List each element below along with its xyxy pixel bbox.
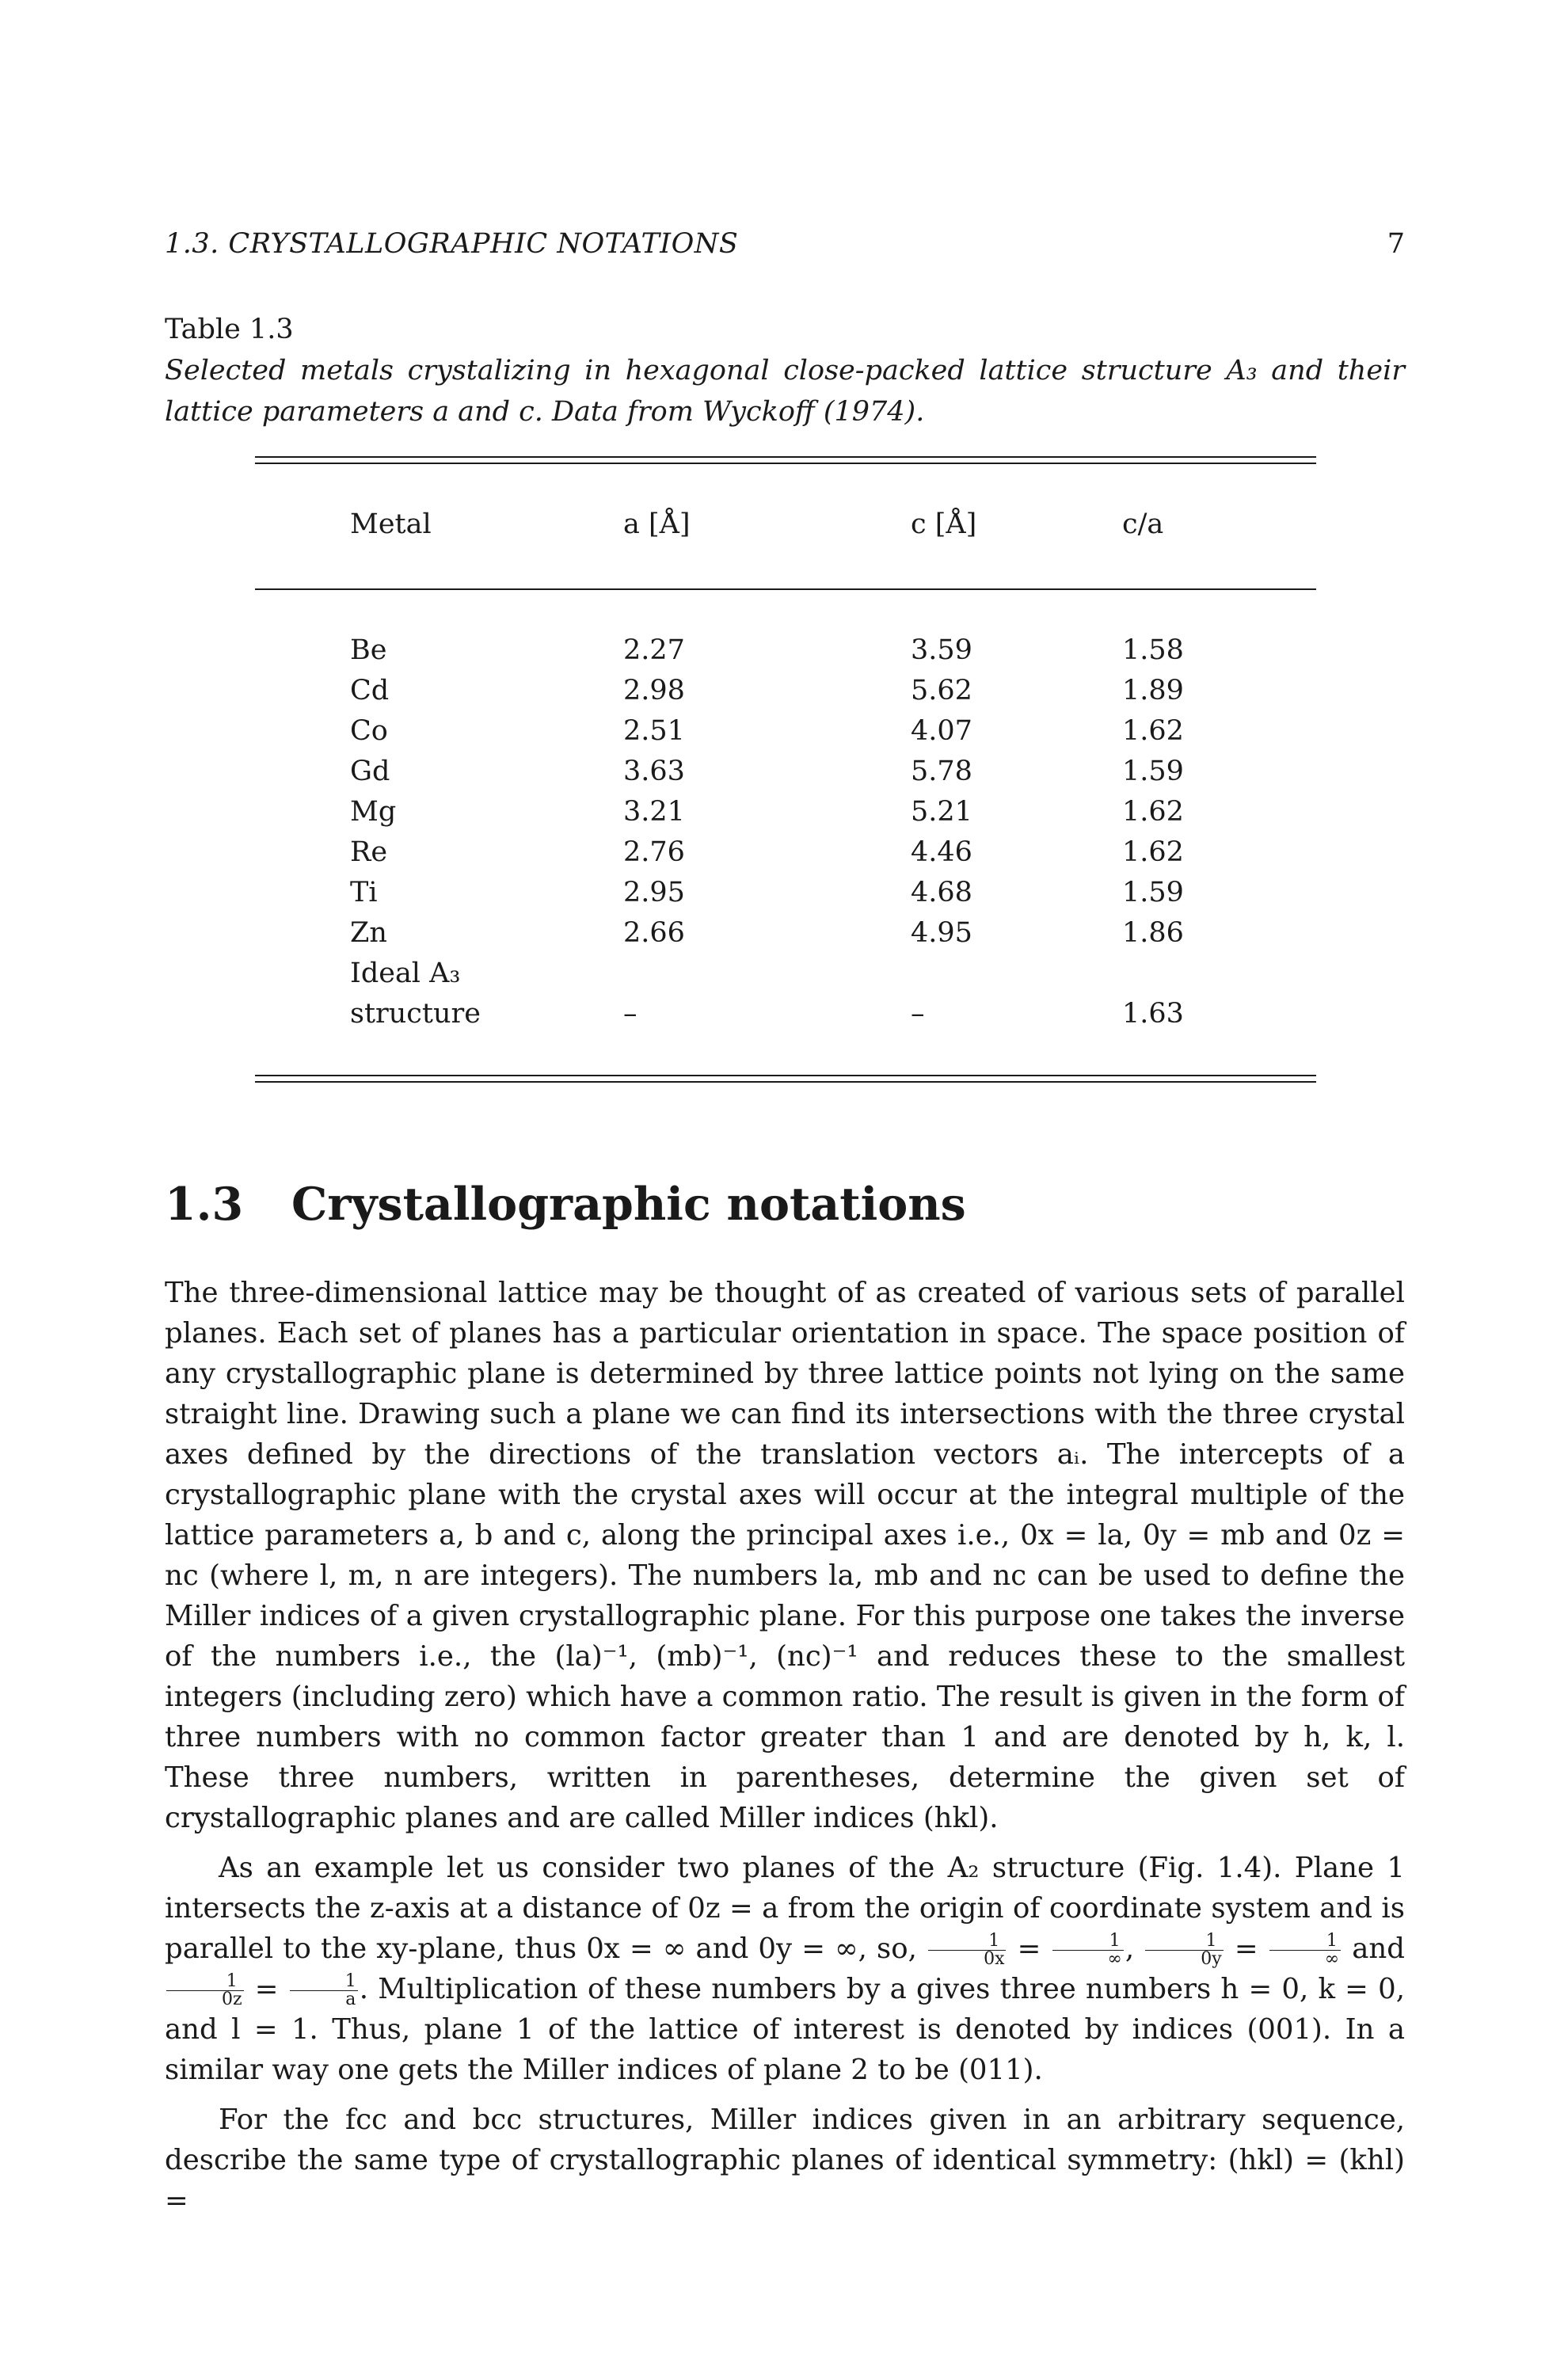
table-header-rule xyxy=(255,588,1316,590)
table-cell: 2.27 xyxy=(623,634,685,666)
table-cell: Cd xyxy=(350,675,390,706)
table-row-ideal-label xyxy=(255,954,1316,994)
table-cell: 5.78 xyxy=(911,756,972,787)
fraction: $\frac{1}{\infty}$ xyxy=(1269,1932,1341,1968)
section-number: 1.3 xyxy=(165,1178,244,1231)
table-cell: 2.66 xyxy=(623,917,685,949)
table-row xyxy=(255,873,1316,913)
table-cell: 4.68 xyxy=(911,877,972,908)
fraction: $\frac{1}{a}$ xyxy=(290,1973,358,2009)
table-row xyxy=(255,630,1316,671)
table-row xyxy=(255,711,1316,752)
table-cell: 1.62 xyxy=(1122,715,1184,747)
table-caption-text: Selected metals crystalizing in hexagonal close-packed lattice structure A₃ and their lattice parameters a and c. Data from Wyckoff (1974). xyxy=(165,355,1405,428)
table-top-rule-1 xyxy=(255,456,1316,458)
paragraph: The three-dimensional lattice may be thought of as created of various sets of parallel planes. Each set of planes has a particular orientation in space. The space position of any crystallographic plane is determined by three lattice points not lying on the same straight line. Drawing such a plane we can find its intersections with the three crystal axes defined by the directions of the translation vectors aᵢ. The intercepts of a crystallographic plane with the crystal axes will occur at the integral multiple of the lattice parameters a, b and c, along the principal axes i.e., 0x = la, 0y = mb and 0z = nc (where l, m, n are integers). The numbers la, mb and nc can be used to define the Miller indices of a given crystallographic plane. For this purpose one takes the inverse of the numbers i.e., the (la)⁻¹, (mb)⁻¹, (nc)⁻¹ and reduces these to the smallest integers (including zero) which have a common ratio. The result is given in the form of three numbers with no common factor greater than 1 and are denoted by h, k, l. These three numbers, written in parentheses, determine the given set of crystallographic planes and are called Miller indices (hkl). xyxy=(165,1277,1405,1834)
table-cell: Ideal A₃ xyxy=(350,958,461,989)
column-header: a [Å] xyxy=(623,508,691,540)
table-cell: 5.62 xyxy=(911,675,972,706)
fraction: $\frac{1}{0z}$ xyxy=(166,1973,244,2009)
running-title: 1.3. CRYSTALLOGRAPHIC NOTATIONS xyxy=(165,228,739,260)
running-header xyxy=(165,224,1405,264)
body-text xyxy=(165,1273,1405,2230)
table-cell: 3.21 xyxy=(623,796,685,828)
fraction: $\frac{1}{\infty}$ xyxy=(1052,1932,1124,1968)
table-cell: 1.58 xyxy=(1122,634,1184,666)
paragraph: As an example let us consider two planes of the A₂ structure (Fig. 1.4). Plane 1 intersects the z-axis at a distance of 0z = a from the origin of coordinate system and is parallel to the xy-plane, thus 0x = ∞ and 0y = ∞, so, $\frac{1}{0x}$ = $\frac{1}{\infty}$ , $\frac{1}{0y}$ = $\frac{1}{\infty}$ and $\frac{1}{0z}$ = $\frac{1}{a}$ . Multiplication of these numbers by a gives three numbers h = 0, k = 0, and l = 1. Thus, plane 1 of the lattice of interest is denoted by indices (001). In a similar way one gets the Miller indices of plane 2 to be (011). xyxy=(165,1852,1405,2086)
table-cell: Be xyxy=(350,634,387,666)
paragraph: For the fcc and bcc structures, Miller indices given in an arbitrary sequence, describe the same type of crystallographic planes of identical symmetry: (hkl) = (khl) = xyxy=(165,2104,1405,2217)
section-title: Crystallographic notations xyxy=(291,1178,966,1231)
table-cell: – xyxy=(623,998,637,1030)
table-cell: 4.07 xyxy=(911,715,972,747)
table-cell: Zn xyxy=(350,917,387,949)
column-header: Metal xyxy=(350,508,432,540)
table-cell: 3.59 xyxy=(911,634,972,666)
paragraph-text: Multiplication of these numbers by a gives three numbers h = 0, k = 0, and l = 1. Thus, plane 1 of the lattice of interest is denoted by indices (001). In a similar way one gets the Miller indices of plane 2 to be (011). xyxy=(165,1973,1405,2086)
table-cell: 5.21 xyxy=(911,796,972,828)
table-cell: 1.63 xyxy=(1122,998,1184,1030)
table-cell: – xyxy=(911,998,925,1030)
table-cell: Re xyxy=(350,836,388,868)
table-row xyxy=(255,792,1316,832)
table-cell: 1.59 xyxy=(1122,756,1184,787)
table-cell: 2.51 xyxy=(623,715,685,747)
column-header: c/a xyxy=(1122,508,1164,540)
column-header: c [Å] xyxy=(911,508,977,540)
table-cell: Co xyxy=(350,715,388,747)
table-cell: 2.98 xyxy=(623,675,685,706)
table-cell: 1.89 xyxy=(1122,675,1184,706)
paragraph-text: As an example let us consider two planes of the A₂ structure (Fig. 1.4). Plane 1 intersects the z-axis at a distance of 0z = a from the origin of coordinate system and is parallel to the xy-plane, thus 0x = ∞ and 0y = ∞, so, xyxy=(165,1852,1405,1965)
table-row-ideal xyxy=(255,994,1316,1034)
table-caption xyxy=(165,309,1405,432)
table-row xyxy=(255,832,1316,873)
table-body xyxy=(255,630,1316,1034)
table-cell: Mg xyxy=(350,796,397,828)
table-cell: structure xyxy=(350,998,481,1030)
fraction: $\frac{1}{0x}$ xyxy=(928,1932,1006,1968)
table-cell: 1.59 xyxy=(1122,877,1184,908)
table-cell: 3.63 xyxy=(623,756,685,787)
table-row xyxy=(255,752,1316,792)
table-label: Table 1.3 xyxy=(165,314,294,345)
table-cell: 1.62 xyxy=(1122,836,1184,868)
table-cell: 2.95 xyxy=(623,877,685,908)
table-header-row xyxy=(255,505,1316,545)
table-bottom-rule-1 xyxy=(255,1075,1316,1076)
section-heading xyxy=(165,1177,1405,1232)
table-cell: 1.62 xyxy=(1122,796,1184,828)
table-cell: Ti xyxy=(350,877,378,908)
table-cell: 4.95 xyxy=(911,917,972,949)
page-number: 7 xyxy=(1387,228,1405,260)
table-cell: 2.76 xyxy=(623,836,685,868)
table-bottom-rule-2 xyxy=(255,1081,1316,1083)
table-cell: 4.46 xyxy=(911,836,972,868)
table-cell: Gd xyxy=(350,756,390,787)
table-row xyxy=(255,671,1316,711)
table-top-rule-2 xyxy=(255,463,1316,464)
fraction: $\frac{1}{0y}$ xyxy=(1145,1932,1223,1968)
table-row xyxy=(255,913,1316,954)
table-cell: 1.86 xyxy=(1122,917,1184,949)
